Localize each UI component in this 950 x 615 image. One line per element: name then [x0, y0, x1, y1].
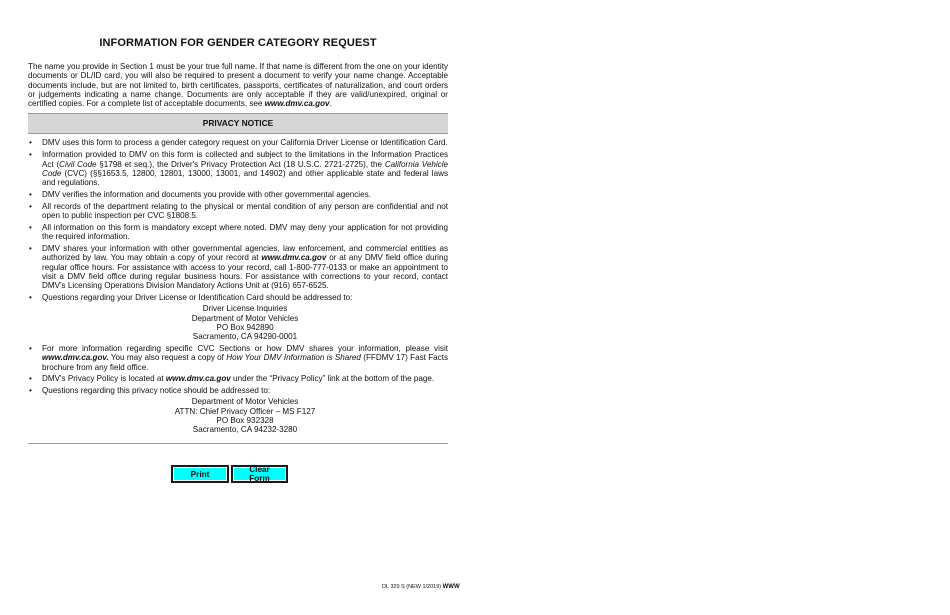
dmv-link[interactable]: www.dmv.ca.gov	[261, 253, 327, 263]
list-item-text: Information provided to DMV on this form is collected and subject to the limitations in the Information Practices Act (	[42, 150, 448, 169]
list-item-text: (FFDMV 17) Fast Facts brochure from any field office.	[42, 353, 448, 372]
list-item-text: Questions regarding your Driver License or Identification Card should be addressed to:	[42, 292, 353, 302]
bullet-icon: •	[29, 222, 32, 232]
document-page	[28, 0, 448, 444]
list-item-text: §1798 et seq.), the Driver's Privacy Protection Act (18 U.S.C. 2721-2725), the	[96, 159, 385, 169]
bullet-icon: •	[29, 343, 32, 353]
bullet-icon: •	[29, 138, 32, 148]
list-item	[28, 374, 448, 383]
list-item-text: For more information regarding specific CVC Sections or how DMV shares your information, please visit	[42, 343, 448, 353]
list-item-text: All information on this form is mandatory except where noted. DMV may deny your application for not providing the required information.	[42, 222, 448, 242]
address-line: Driver License Inquiries	[202, 304, 288, 314]
list-item	[28, 138, 448, 147]
bullet-icon: •	[29, 201, 32, 211]
address-line: Department of Motor Vehicles	[191, 313, 299, 323]
list-item	[28, 202, 448, 221]
intro-link[interactable]: www.dmv.ca.gov	[264, 99, 330, 109]
list-item-text: All records of the department relating to the physical or mental condition of any person are confidential and not open to public inspection per CVC §1808.5.	[42, 201, 448, 221]
privacy-notice-header: PRIVACY NOTICE	[28, 113, 448, 134]
divider	[28, 443, 448, 444]
address-line: ATTN: Chief Privacy Officer – MS F127	[174, 406, 316, 416]
list-item-text: Questions regarding this privacy notice should be addressed to:	[42, 386, 271, 396]
list-item-text: or at any DMV field office during regular office hours. For assistance with access to your record, call 1-800-777-0133 or make an appointment to visit a DMV field office during regular business hours. For assistance with corrections to your record, contact DMV's Licensing Operations Division Mandatory Actions Unit at (916) 657-6525.	[42, 253, 448, 291]
list-item-text: DMV uses this form to process a gender category request on your California Driver License or Identification Card.	[42, 138, 448, 148]
bullet-icon: •	[29, 150, 32, 160]
list-item	[28, 223, 448, 242]
address-line: Department of Motor Vehicles	[191, 397, 299, 407]
intro-text: The name you provide in Section 1 must be your true full name. If that name is different from the one on your identity documents or DL/ID card, you will also be required to present a document to verify your name change. Acceptable documents include, but are not limited to, birth certificates, passports, certificates of naturalization, and court orders or judgements indicating a name change. Documents are only acceptable if they are valid/unexpired, original or certified copies. For a complete list of acceptable documents, see	[28, 62, 448, 109]
clear-form-button[interactable]: Clear Form	[231, 465, 288, 483]
list-item	[28, 244, 448, 290]
list-item-text: You may also request a copy of	[108, 353, 227, 363]
form-number: DL 329 S (NEW 1/2019)	[382, 584, 442, 590]
brochure-title: How Your DMV Information is Shared	[226, 353, 361, 363]
list-item	[28, 293, 448, 341]
dmv-link[interactable]: www.dmv.ca.gov	[165, 374, 231, 384]
list-item-text: (CVC) (§§1653.5, 12800, 12801, 13000, 13001, and 14902) and other applicable state and federal laws and regulations.	[42, 168, 448, 188]
page-title: INFORMATION FOR GENDER CATEGORY REQUEST	[99, 37, 377, 49]
list-item	[28, 386, 448, 434]
bullet-icon: •	[29, 243, 32, 253]
address-line: Sacramento, CA 94232-3280	[192, 425, 298, 435]
privacy-list	[28, 138, 448, 434]
bullet-icon: •	[29, 189, 32, 199]
form-footer	[382, 584, 460, 590]
address-line: PO Box 932328	[216, 416, 274, 425]
dmv-link[interactable]: www.dmv.ca.gov.	[42, 353, 109, 363]
address-line: PO Box 942890	[216, 322, 274, 332]
list-item-text: DMV's Privacy Policy is located at	[42, 374, 166, 384]
list-item-text: DMV shares your information with other governmental agencies, law enforcement, and commercial entities as authorized by law. You may obtain a copy of your record at	[42, 243, 448, 263]
intro-end: .	[329, 99, 332, 109]
list-item	[28, 344, 448, 372]
list-item-text: DMV verifies the information and documents you provide with other governmental agencies.	[42, 189, 371, 199]
intro-paragraph	[28, 62, 448, 108]
bullet-icon: •	[29, 292, 32, 302]
list-item	[28, 190, 448, 199]
list-item	[28, 150, 448, 187]
www-mark: WWW	[442, 584, 460, 590]
bullet-icon: •	[29, 386, 32, 396]
privacy-officer-address	[42, 397, 448, 434]
vehicle-code-ref: California Vehicle Code	[42, 159, 448, 178]
list-item-text: under the “Privacy Policy” link at the bottom of the page.	[230, 374, 435, 384]
print-button[interactable]: Print	[171, 465, 229, 483]
address-line: Sacramento, CA 94290-0001	[192, 332, 298, 342]
civil-code-ref: Civil Code	[59, 159, 97, 169]
bullet-icon: •	[29, 374, 32, 384]
license-inquiries-address	[42, 304, 448, 341]
